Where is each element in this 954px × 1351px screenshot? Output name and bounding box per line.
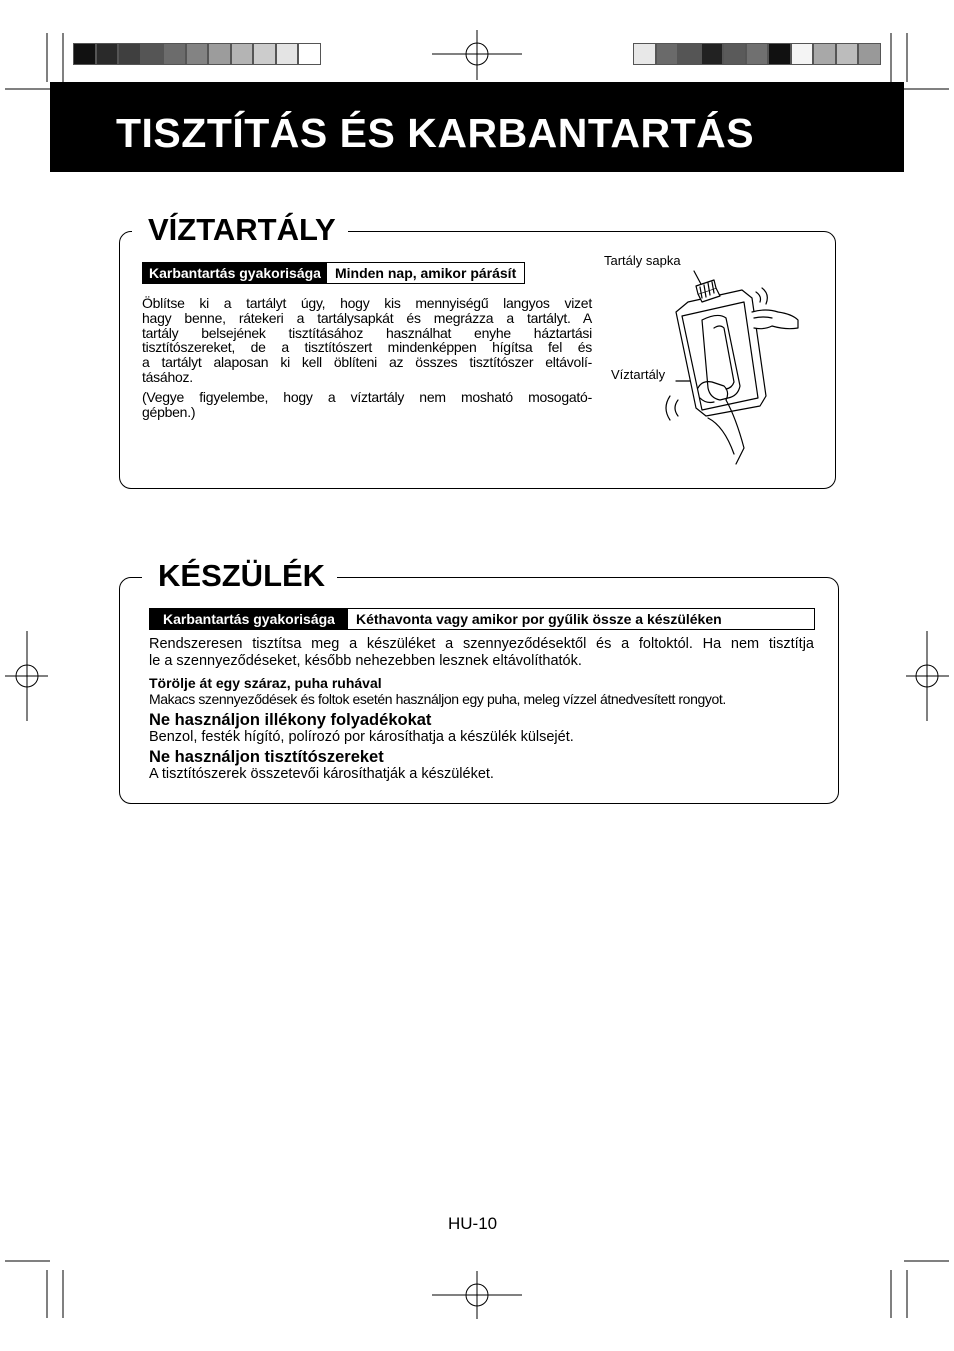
color-swatch bbox=[836, 43, 859, 65]
text-line: a tartályt alaposan ki kell öblíteni az összes tisztítószer eltávolí- bbox=[142, 354, 592, 370]
color-swatch bbox=[298, 43, 321, 65]
color-swatch bbox=[231, 43, 254, 65]
color-bar-left bbox=[73, 43, 321, 65]
color-swatch bbox=[253, 43, 276, 65]
color-swatch bbox=[701, 43, 724, 65]
subheading-dry-cloth: Törölje át egy száraz, puha ruhával bbox=[149, 675, 382, 691]
color-swatch bbox=[858, 43, 881, 65]
color-swatch bbox=[678, 43, 701, 65]
color-swatch bbox=[633, 43, 656, 65]
color-swatch bbox=[208, 43, 231, 65]
page-number: HU-10 bbox=[448, 1214, 498, 1233]
text-line: tisztítószereket, de a tisztítószert mindenképpen hígítsa fel és bbox=[142, 339, 592, 355]
label-water-tank: Víztartály bbox=[611, 367, 666, 382]
color-swatch bbox=[186, 43, 209, 65]
text-line: hagy benne, rátekeri a tartálysapkát és megrázza a tartályt. A bbox=[142, 310, 592, 326]
text-line: Öblítse ki a tartályt úgy, hogy kis mennyiségű langyos vizet bbox=[142, 295, 592, 311]
color-swatch bbox=[96, 43, 119, 65]
color-swatch bbox=[276, 43, 299, 65]
color-swatch bbox=[723, 43, 746, 65]
no-volatile-text: Benzol, festék hígító, polírozó por károsíthatja a készülék külsejét. bbox=[149, 729, 574, 745]
color-swatch bbox=[791, 43, 814, 65]
device-intro-line: le a szennyeződéseket, később nehezebben lesznek eltávolíthatók. bbox=[149, 653, 582, 669]
color-swatch bbox=[141, 43, 164, 65]
text-line: (Vegye figyelembe, hogy a víztartály nem mosható mosogató- bbox=[142, 389, 592, 405]
subheading-no-detergent: Ne használjon tisztítószereket bbox=[149, 748, 384, 766]
color-swatch bbox=[813, 43, 836, 65]
text-line: tásához. bbox=[142, 369, 193, 385]
water-tank-illustration bbox=[640, 268, 810, 468]
frequency-label: Karbantartás gyakorisága bbox=[143, 263, 327, 283]
device-frequency bbox=[149, 608, 815, 630]
color-swatch bbox=[118, 43, 141, 65]
subheading-no-volatile: Ne használjon illékony folyadékokat bbox=[149, 711, 432, 729]
dry-cloth-text: Makacs szennyeződések és foltok esetén használjon egy puha, meleg vízzel átnedvesített rongyot. bbox=[149, 691, 726, 707]
color-swatch bbox=[73, 43, 96, 65]
frequency-value: Minden nap, amikor párásít bbox=[327, 263, 524, 283]
text-line: tartály belsejének tisztításához használhat enyhe háztartási bbox=[142, 325, 592, 341]
frequency-label: Karbantartás gyakorisága bbox=[150, 609, 348, 629]
no-detergent-text: A tisztítószerek összetevői károsíthatják a készüléket. bbox=[149, 766, 494, 782]
color-swatch bbox=[746, 43, 769, 65]
water-tank-frequency bbox=[142, 262, 525, 284]
device-heading: KÉSZÜLÉK bbox=[142, 558, 337, 594]
color-swatch bbox=[768, 43, 791, 65]
color-swatch bbox=[163, 43, 186, 65]
color-swatch bbox=[656, 43, 679, 65]
page-title: TISZTÍTÁS ÉS KARBANTARTÁS bbox=[116, 110, 755, 156]
water-tank-heading: VÍZTARTÁLY bbox=[132, 212, 348, 248]
frequency-value: Kéthavonta vagy amikor por gyűlik össze a készüléken bbox=[348, 609, 814, 629]
label-tank-cap: Tartály sapka bbox=[604, 253, 681, 268]
text-line: gépben.) bbox=[142, 404, 196, 420]
device-intro-line: Rendszeresen tisztítsa meg a készüléket a szennyeződésektől és a foltoktól. Ha nem tisztítja bbox=[149, 636, 814, 652]
color-bar-right bbox=[633, 43, 881, 65]
title-banner bbox=[50, 82, 904, 172]
